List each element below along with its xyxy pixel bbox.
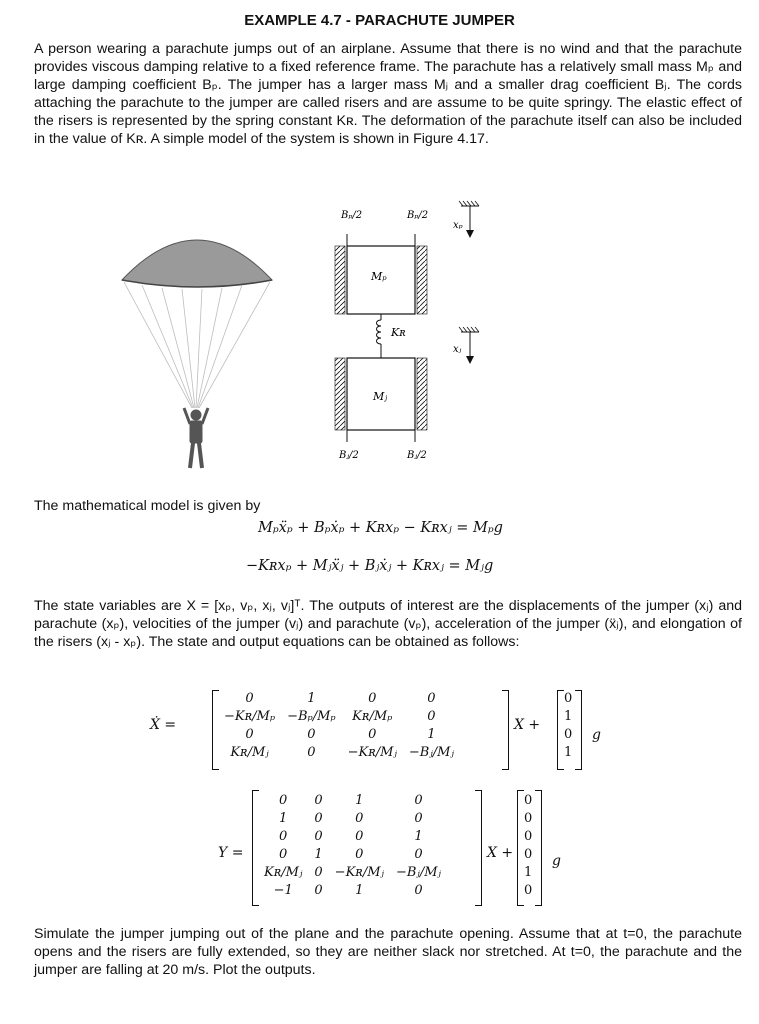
c-cell: −Bⱼ/Mⱼ <box>395 865 441 880</box>
parachute-illustration <box>112 212 282 474</box>
b-cell: 1 <box>564 709 573 724</box>
state-tail: g <box>592 727 601 743</box>
label-xp: xₚ <box>453 220 463 231</box>
c-cell: 0 <box>314 865 323 880</box>
b-cell: 1 <box>564 745 573 760</box>
model-intro: The mathematical model is given by <box>34 498 261 514</box>
b-cell: 0 <box>564 691 573 706</box>
b-cell: 0 <box>564 727 573 742</box>
equation-2: −Kʀxₚ + Mⱼẍⱼ + Bⱼẋⱼ + Kʀxⱼ = Mⱼg <box>246 558 494 574</box>
a-cell: 0 <box>307 745 316 760</box>
mechanical-model-diagram <box>325 196 505 480</box>
closing-paragraph: Simulate the jumper jumping out of the plane and the parachute opening. Assume that at t=0, the parachute opens and the risers are fully extended, so they are neither slack nor stretched. At t=0, the parachute and the jumper are falling at 20 m/s. Plot the outputs. <box>34 926 742 978</box>
output-lhs: Y = <box>218 845 244 861</box>
a-cell: −Kʀ/Mₚ <box>224 709 276 724</box>
a-cell: −Kʀ/Mⱼ <box>347 745 397 760</box>
label-bp-right: Bₚ/2 <box>407 210 429 221</box>
state-mid: X + <box>514 717 541 733</box>
label-spring: Kʀ <box>391 326 406 339</box>
c-cell: 0 <box>355 847 364 862</box>
label-xj: xⱼ <box>453 344 462 355</box>
equation-1: Mₚẍₚ + Bₚẋₚ + Kʀxₚ − Kʀxⱼ = Mₚg <box>258 520 503 536</box>
a-cell: 1 <box>427 727 436 742</box>
c-cell: 1 <box>355 793 364 808</box>
output-mid: X + <box>487 845 514 861</box>
label-bp-left: Bₚ/2 <box>341 210 363 221</box>
c-cell: 0 <box>414 811 423 826</box>
matrix-d <box>522 792 534 900</box>
matrix-c <box>258 792 447 900</box>
matrix-a <box>218 690 460 762</box>
c-cell: −Kʀ/Mⱼ <box>334 865 384 880</box>
state-description: The state variables are X = [xₚ, vₚ, xⱼ, vⱼ]ᵀ. The outputs of interest are the displacements of the jumper (xⱼ) and parachute (xₚ), velocities of the jumper (vⱼ) and parachute (vₚ), acceleration of the jumper (ẍⱼ), and elongation of the risers (xⱼ - xₚ). The state and output equations can be obtained as follows: <box>34 598 742 650</box>
a-cell: Kʀ/Mⱼ <box>230 745 269 760</box>
a-bracket-right <box>502 690 509 770</box>
a-cell: 0 <box>368 727 377 742</box>
c-cell: 0 <box>314 883 323 898</box>
c-cell: 0 <box>314 793 323 808</box>
c-cell: 0 <box>414 793 423 808</box>
a-cell: 0 <box>307 727 316 742</box>
c-cell: 0 <box>355 811 364 826</box>
a-cell: Kʀ/Mₚ <box>352 709 393 724</box>
d-cell: 0 <box>524 811 533 826</box>
c-cell: 1 <box>279 811 288 826</box>
matrix-b <box>562 690 574 762</box>
c-cell: −1 <box>273 883 293 898</box>
a-cell: −Bⱼ/Mⱼ <box>408 745 454 760</box>
c-cell: 0 <box>314 829 323 844</box>
label-bj-left: Bⱼ/2 <box>339 450 359 461</box>
c-cell: 0 <box>279 793 288 808</box>
page-title: EXAMPLE 4.7 - PARACHUTE JUMPER <box>244 12 515 29</box>
c-cell: 1 <box>355 883 364 898</box>
d-bracket-right <box>535 790 542 906</box>
a-cell: −Bₚ/Mₚ <box>287 709 336 724</box>
c-cell: 0 <box>414 883 423 898</box>
c-cell: 1 <box>414 829 423 844</box>
d-cell: 0 <box>524 793 533 808</box>
c-cell: 1 <box>314 847 323 862</box>
b-bracket-right <box>575 690 582 770</box>
a-cell: 1 <box>307 691 316 706</box>
a-cell: 0 <box>245 691 254 706</box>
c-bracket-right <box>475 790 482 906</box>
jumper-figure <box>184 408 208 468</box>
intro-paragraph: A person wearing a parachute jumps out of an airplane. Assume that there is no wind and that the parachute provides viscous damping relative to a fixed reference frame. The parachute has a relatively small mass Mₚ and large damping coefficient Bₚ. The jumper has a larger mass Mⱼ and a smaller drag coefficient Bⱼ. The cords attaching the parachute to the jumper are called risers and are assume to be quite springy. The elastic effect of the risers is represented by the spring constant Kʀ. The deformation of the parachute itself can also be included in the value of Kʀ. A simple model of the system is shown in Figure 4.17. <box>34 41 742 147</box>
a-cell: 0 <box>427 691 436 706</box>
d-cell: 0 <box>524 847 533 862</box>
c-cell: 0 <box>414 847 423 862</box>
d-cell: 0 <box>524 829 533 844</box>
state-lhs: Ẋ = <box>150 717 177 733</box>
label-mass-p: Mₚ <box>371 270 387 283</box>
a-cell: 0 <box>368 691 377 706</box>
c-cell: 0 <box>355 829 364 844</box>
c-cell: 0 <box>279 829 288 844</box>
d-cell: 1 <box>524 865 533 880</box>
c-cell: 0 <box>279 847 288 862</box>
label-mass-j: Mⱼ <box>373 390 388 403</box>
label-bj-right: Bⱼ/2 <box>407 450 427 461</box>
d-cell: 0 <box>524 883 533 898</box>
output-tail: g <box>552 853 561 869</box>
a-cell: 0 <box>427 709 436 724</box>
a-cell: 0 <box>245 727 254 742</box>
c-cell: 0 <box>314 811 323 826</box>
c-cell: Kʀ/Mⱼ <box>264 865 303 880</box>
